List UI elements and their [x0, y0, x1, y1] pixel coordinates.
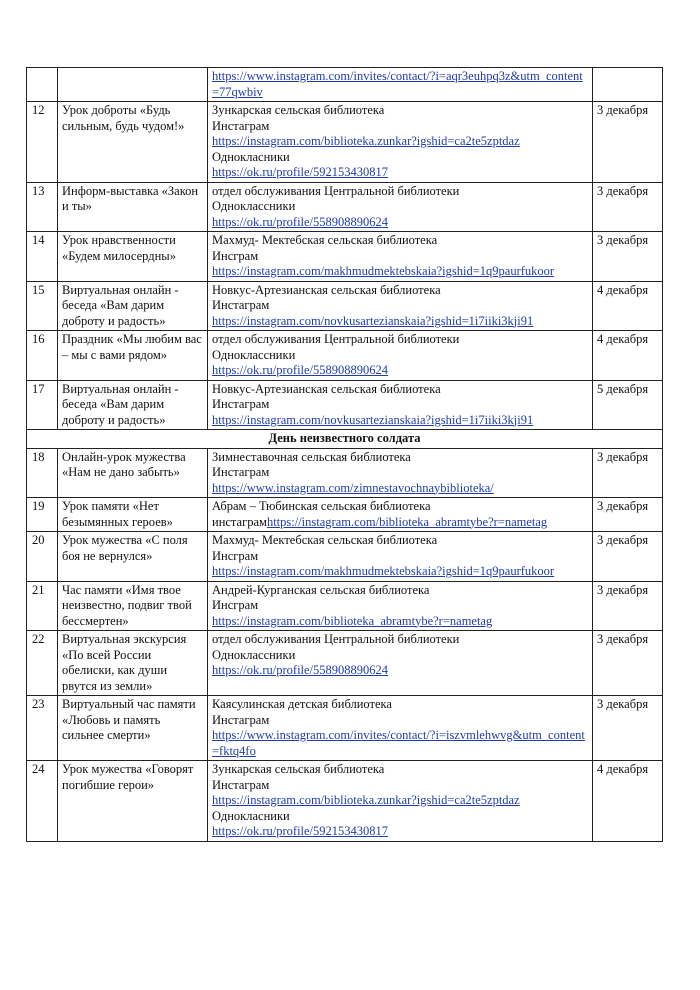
- organizer-cell: [208, 331, 593, 381]
- organizer-line: Одноклассники: [212, 647, 296, 662]
- resource-link[interactable]: https://instagram.com/biblioteka.zunkar?igshid=ca2te5zptdaz: [212, 134, 520, 148]
- event-date: 3 декабря: [593, 696, 663, 761]
- table-row: [27, 631, 663, 696]
- document-page: [26, 67, 662, 842]
- event-title: Урок мужества «С поля боя не вернулся»: [58, 532, 208, 582]
- platform-label: Однокласники: [212, 149, 290, 164]
- organizer-line: Махмуд- Мектебская сельская библиотека: [212, 233, 438, 247]
- table-row: [27, 581, 663, 631]
- row-number: 20: [27, 532, 58, 582]
- row-number: 21: [27, 581, 58, 631]
- row-number: 15: [27, 281, 58, 331]
- event-date: 4 декабря: [593, 761, 663, 842]
- row-number: 18: [27, 448, 58, 498]
- event-title: Урок мужества «Говорят погибшие герои»: [58, 761, 208, 842]
- event-date: 5 декабря: [593, 380, 663, 430]
- event-date: 3 декабря: [593, 102, 663, 183]
- resource-link[interactable]: https://www.instagram.com/zimnestavochnaybiblioteka/: [212, 480, 494, 495]
- table-row: [27, 232, 663, 282]
- platform-label: инстаграм: [212, 514, 267, 529]
- event-title: Урок доброты «Будь сильным, будь чудом!»: [58, 102, 208, 183]
- event-date: 3 декабря: [593, 232, 663, 282]
- row-number: 22: [27, 631, 58, 696]
- organizer-line: Зункарская сельская библиотека: [212, 103, 385, 117]
- organizer-line: Инстаграм: [212, 298, 270, 312]
- row-number: 24: [27, 761, 58, 842]
- organizer-line: Инстаграм: [212, 777, 270, 792]
- organizer-line: Абрам – Тюбинская сельская библиотека: [212, 499, 431, 513]
- table-row: [27, 761, 663, 842]
- resource-link[interactable]: https://instagram.com/biblioteka_abramtybe?r=nametag: [266, 514, 548, 529]
- organizer-cell: [208, 68, 593, 102]
- organizer-line: отдел обслуживания Центральной библиотеки: [212, 632, 460, 646]
- row-number: 12: [27, 102, 58, 183]
- organizer-line: Инстаграм: [212, 118, 270, 133]
- resource-link[interactable]: https://instagram.com/novkusartezianskaia?igshid=1i7iiki3kji91: [212, 412, 534, 427]
- resource-link[interactable]: https://ok.ru/profile/592153430817: [212, 165, 389, 179]
- section-title: День неизвестного солдата: [27, 430, 663, 449]
- organizer-line: Инсграм: [212, 548, 259, 563]
- event-title: Виртуальная онлайн - беседа «Вам дарим доброту и радость»: [58, 281, 208, 331]
- organizer-line: Махмуд- Мектебская сельская библиотека: [212, 533, 438, 547]
- resource-link[interactable]: https://www.instagram.com/invites/contact/?i=iszvmlehwvg&utm_content=fktq4fo: [212, 728, 585, 758]
- organizer-line: Каясулинская детская библиотека: [212, 697, 392, 711]
- row-number: 14: [27, 232, 58, 282]
- event-title: Виртуальный час памяти «Любовь и память сильнее смерти»: [58, 696, 208, 761]
- organizer-cell: [208, 281, 593, 331]
- table-row: [27, 182, 663, 232]
- organizer-cell: [208, 631, 593, 696]
- row-number: 16: [27, 331, 58, 381]
- organizer-cell: [208, 532, 593, 582]
- platform-label: Однокласники: [212, 808, 290, 823]
- organizer-cell: [208, 498, 593, 532]
- resource-link[interactable]: https://instagram.com/makhmudmektebskaia?igshid=1q9paurfukoor: [212, 264, 555, 278]
- organizer-line: Инсграм: [212, 248, 259, 263]
- organizer-line: Инсграм: [212, 598, 259, 612]
- event-title: Урок памяти «Нет безымянных героев»: [58, 498, 208, 532]
- organizer-line: Инстаграм: [212, 712, 270, 727]
- organizer-line: Зункарская сельская библиотека: [212, 762, 385, 776]
- organizer-line: Новкус-Артезианская сельская библиотека: [212, 381, 441, 396]
- table-body-after: [27, 448, 663, 841]
- organizer-line: Андрей-Курганская сельская библиотека: [212, 582, 430, 597]
- event-title: Онлайн-урок мужества «Нам не дано забыть»: [58, 448, 208, 498]
- event-title: Урок нравственности «Будем милосердны»: [58, 232, 208, 282]
- organizer-line: Одноклассники: [212, 199, 296, 213]
- resource-link[interactable]: https://instagram.com/makhmudmektebskaia?igshid=1q9paurfukoor: [212, 564, 555, 578]
- table-row: [27, 281, 663, 331]
- resource-link[interactable]: https://instagram.com/biblioteka.zunkar?igshid=ca2te5zptdaz: [212, 793, 520, 807]
- organizer-line: отдел обслуживания Центральной библиотеки: [212, 332, 460, 346]
- resource-link[interactable]: https://ok.ru/profile/558908890624: [212, 214, 389, 229]
- organizer-cell: [208, 448, 593, 498]
- table-row: [27, 68, 663, 102]
- organizer-cell: [208, 232, 593, 282]
- organizer-line: Новкус-Артезианская сельская библиотека: [212, 282, 441, 297]
- organizer-line: отдел обслуживания Центральной библиотеки: [212, 183, 460, 198]
- event-date: 3 декабря: [593, 581, 663, 631]
- row-number: 13: [27, 182, 58, 232]
- table-row: [27, 696, 663, 761]
- table-row: [27, 448, 663, 498]
- organizer-line: Зимнеставочная сельская библиотека: [212, 449, 411, 464]
- organizer-cell: [208, 182, 593, 232]
- resource-link[interactable]: https://instagram.com/biblioteka_abramtybe?r=nametag: [212, 613, 493, 628]
- event-date: 3 декабря: [593, 448, 663, 498]
- table-row: [27, 380, 663, 430]
- organizer-line: Инстаграм: [212, 397, 270, 411]
- event-title: Праздник «Мы любим вас – мы с вами рядом»: [58, 331, 208, 381]
- organizer-line: Одноклассники: [212, 347, 296, 362]
- resource-link[interactable]: https://instagram.com/novkusartezianskaia?igshid=1i7iiki3kji91: [212, 313, 534, 328]
- organizer-cell: [208, 696, 593, 761]
- table-row: [27, 498, 663, 532]
- events-table: [26, 67, 663, 842]
- table-row: [27, 102, 663, 183]
- row-number: 23: [27, 696, 58, 761]
- event-date: 3 декабря: [593, 631, 663, 696]
- event-title: Информ-выставка «Закон и ты»: [58, 182, 208, 232]
- event-date: 4 декабря: [593, 281, 663, 331]
- table-row: [27, 331, 663, 381]
- row-number: [27, 68, 58, 102]
- event-date: 3 декабря: [593, 182, 663, 232]
- event-date: [593, 68, 663, 102]
- event-title: Виртуальная экскурсия «По всей России обелиски, как души рвутся из земли»: [58, 631, 208, 696]
- event-date: 3 декабря: [593, 498, 663, 532]
- event-title: [58, 68, 208, 102]
- event-title: Час памяти «Имя твое неизвестно, подвиг твой бессмертен»: [58, 581, 208, 631]
- event-date: 3 декабря: [593, 532, 663, 582]
- event-date: 4 декабря: [593, 331, 663, 381]
- resource-link[interactable]: https://ok.ru/profile/592153430817: [212, 824, 389, 838]
- organizer-cell: [208, 761, 593, 842]
- event-title: Виртуальная онлайн - беседа «Вам дарим доброту и радость»: [58, 380, 208, 430]
- resource-link[interactable]: https://ok.ru/profile/558908890624: [212, 363, 389, 377]
- organizer-line: Инстаграм: [212, 465, 270, 479]
- platform-link-line: [212, 515, 588, 531]
- organizer-cell: [208, 380, 593, 430]
- table-body-before: [27, 68, 663, 430]
- table-row: [27, 532, 663, 582]
- row-number: 17: [27, 380, 58, 430]
- resource-link[interactable]: https://www.instagram.com/invites/contact/?i=aqr3euhpq3z&utm_content=77qwbiv: [212, 69, 583, 99]
- section-body: [27, 430, 663, 449]
- organizer-cell: [208, 581, 593, 631]
- section-header-row: [27, 430, 663, 449]
- resource-link[interactable]: https://ok.ru/profile/558908890624: [212, 663, 389, 677]
- organizer-cell: [208, 102, 593, 183]
- row-number: 19: [27, 498, 58, 532]
